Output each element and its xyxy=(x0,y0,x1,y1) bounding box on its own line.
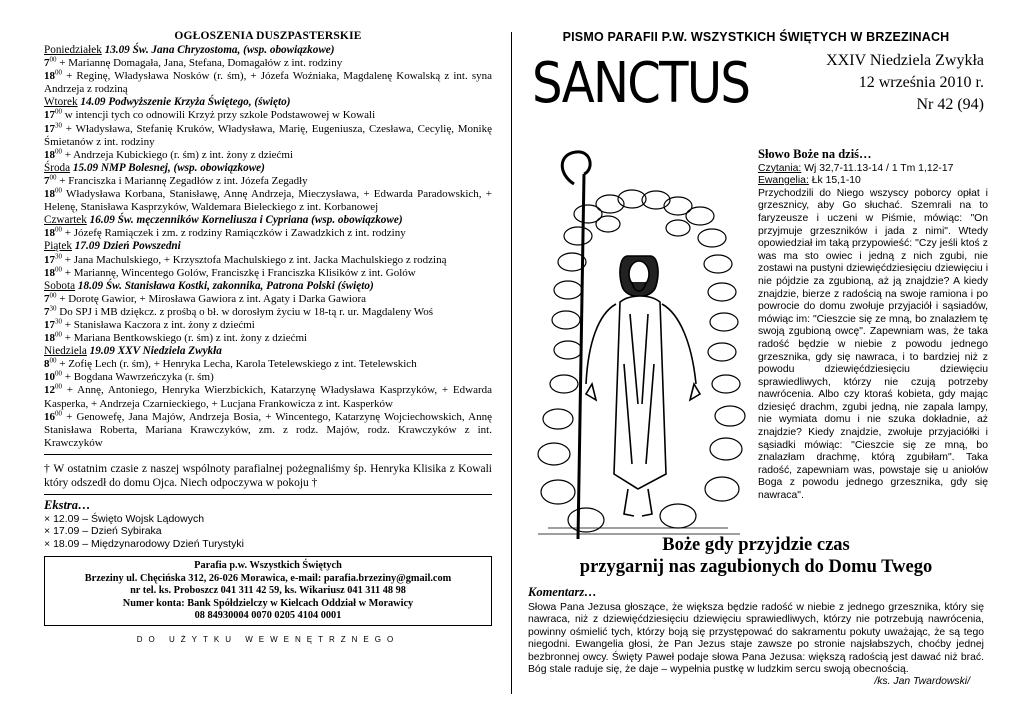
gospel-ref-line xyxy=(758,175,988,188)
mass-intention: w intencji tych co odnowili Krzyż przy szkole Podstawowej w Kowali xyxy=(64,109,376,122)
mass-entry xyxy=(44,175,492,188)
day-feast: 15.09 NMP Bolesnej, (wsp. obowiązkowe) xyxy=(72,161,265,174)
contact-line: Parafia p.w. Wszystkich Świętych xyxy=(194,560,342,572)
mass-intention: + Reginę, Władysława Nosków (r. śm), + Józefa Woźniaka, Magdalenę Kowalską z int. syna Andrzeja z rodziną xyxy=(44,70,492,96)
issue-date: 12 września 2010 r. xyxy=(858,74,984,91)
mass-minute: 00 xyxy=(49,173,57,182)
mass-entry xyxy=(44,188,492,214)
mass-intention: + Stanisława Kaczora z int. żony z dziećmi xyxy=(64,318,255,331)
mass-hour: 10 xyxy=(44,371,55,384)
parish-contact-box xyxy=(44,556,492,626)
good-shepherd-illustration xyxy=(528,144,750,546)
mass-intention: + Władysława, Stefanię Kruków, Władysława, Marię, Eugeniusza, Czesława, Cecylię, Monikę Śmietanów z int. rodziny xyxy=(44,122,492,148)
commentary-author: /ks. Jan Twardowski/ xyxy=(874,676,970,688)
divider-line xyxy=(44,454,492,455)
mass-intention: + Bogdana Wawrzeńczyka (r. śm) xyxy=(64,371,214,384)
readings-refs: Wj 32,7-11.13-14 / 1 Tm 1,12-17 xyxy=(804,162,954,174)
mass-hour: 7 xyxy=(44,174,50,187)
day-feast: 17.09 Dzień Powszedni xyxy=(74,240,181,253)
ekstra-item: × 18.09 – Międzynarodowy Dzień Turystyki xyxy=(44,537,244,550)
issue-sunday: XXIV Niedziela Zwykła xyxy=(826,52,984,69)
announcements-column xyxy=(44,30,492,644)
mass-hour: 18 xyxy=(44,188,55,201)
mass-intention: Do SPJ i MB dziękcz. z prośbą o bł. w dorosłym życiu w 18-tą r. ur. Magdaleny Woś xyxy=(59,305,434,318)
prayer-headline xyxy=(528,534,984,578)
mass-intention: + Mariana Bentkowskiego (r. śm) z int. żony z dziećmi xyxy=(64,332,308,345)
day-feast: 16.09 Św. męczenników Korneliusza i Cypriana (wsp. obowiązkowe) xyxy=(89,214,403,227)
mass-hour: 7 xyxy=(44,57,50,70)
mass-hour: 18 xyxy=(44,148,55,161)
internal-use-note: DO UŻYTKU WEWENĘTRZNEGO xyxy=(136,635,400,645)
headline-line: przygarnij nas zagubionych do Domu Twego xyxy=(579,557,933,577)
ekstra-date: 12.09 xyxy=(53,512,80,525)
mass-entry xyxy=(44,408,493,450)
contact-line: Numer konta: Bank Spółdzielczy w Kielcach Oddział w Morawicy xyxy=(122,597,414,609)
mass-minute: 00 xyxy=(55,186,62,195)
day-heading xyxy=(44,96,492,109)
commentary-body: Słowa Pana Jezusa głoszące, że większa będzie radość w niebie z jednego grzesznika, który się nawraca, niż z dziewięćdziesięciu dziewięciu sprawiedliwych, którzy nie potrzebują nawrócenia, powinny ośmielić tych, którzy boją się przystępować do sakramentu pokuty uważając, że są tego niegodni. Ewangelia głosi, że Pan Jezus staje zawsze po stronie najsłabszych, choćby jednej bezbronnej owcy. Święty Paweł podaje słowa Pana Jezusa: większą radością jest dawać niż brać. Bóg stale raduje się, że daje – wypełnia pustkę w ludzkim sercu swoją obecnością. xyxy=(528,602,984,676)
mass-hour: 7 xyxy=(44,305,50,318)
mass-entry xyxy=(44,227,492,240)
mass-minute: 00 xyxy=(49,356,57,365)
ekstra-text: Międzynarodowy Dzień Turystyki xyxy=(91,537,244,550)
contact-line: nr tel. ks. Proboszcz 041 311 42 59, ks. Wikariusz 041 311 48 98 xyxy=(130,585,406,597)
bulletin-column xyxy=(528,30,988,688)
sanctus-logo: SANCTUS xyxy=(532,51,750,116)
bullet-x-icon: × xyxy=(44,525,51,538)
mass-intention: + Jana Machulskiego, + Krzysztofa Machulskiego z int. Jacka Machulskiego z rodziną xyxy=(64,253,447,266)
day-feast: 14.09 Podwyższenie Krzyża Świętego, (święto) xyxy=(80,96,291,109)
mass-hour: 12 xyxy=(44,384,55,397)
mass-minute: 30 xyxy=(49,304,57,313)
day-heading xyxy=(44,214,492,227)
mass-entry xyxy=(44,120,492,149)
mass-hour: 7 xyxy=(44,292,50,305)
mass-minute: 00 xyxy=(55,408,62,417)
day-feast: 18.09 Św. Stanisława Kostki, zakonnika, Patrona Polski (święto) xyxy=(77,279,374,292)
mass-intention: + Mariannę, Wincentego Golów, Franciszkę i Franciszka Klisików z int. Golów xyxy=(64,266,416,279)
bulletin-title: PISMO PARAFII P.W. WSZYSTKICH ŚWIĘTYCH W BRZEZINACH xyxy=(562,30,950,44)
obituary-notice: † W ostatnim czasie z naszej wspólnoty parafialnej pożegnaliśmy śp. Henryka Klisika z Kowali który odszedł do domu Ojca. Niech odpoczywa w pokoju † xyxy=(44,462,492,489)
mass-intention: + Genowefę, Jana Majów, Andrzeja Bosia, + Wincentego, Katarzynę Wojciechowskich, Annę Stanisława Roberta, Mariana Krawczyków, zm. z rodz. Majów, rodz. Krawczyków z int. Krawczyków xyxy=(44,410,493,449)
day-heading xyxy=(44,44,492,57)
mass-intention: + Andrzeja Kubickiego (r. śm) z int. żony z dziećmi xyxy=(64,148,294,161)
gospel-ref: Łk 15,1-10 xyxy=(811,175,861,187)
gospel-section xyxy=(758,148,988,503)
divider-line xyxy=(44,494,492,495)
commentary-text xyxy=(528,602,984,689)
mass-minute: 00 xyxy=(55,382,62,391)
mass-hour: 18 xyxy=(44,266,55,279)
day-name: Wtorek xyxy=(44,96,78,109)
day-heading xyxy=(44,280,492,293)
mass-hour: 17 xyxy=(44,109,55,122)
mass-minute: 00 xyxy=(55,68,62,77)
mass-entry xyxy=(44,149,492,162)
announcements-title: OGŁOSZENIA DUSZPASTERSKIE xyxy=(174,30,362,42)
day-feast: 19.09 XXV Niedziela Zwykła xyxy=(89,345,222,358)
mass-entry xyxy=(44,293,492,306)
day-name: Czwartek xyxy=(44,214,87,227)
readings-label: Czytania: xyxy=(758,162,802,174)
contact-line: 08 84930004 0070 0205 4104 0001 xyxy=(194,610,342,622)
ekstra-text: Święto Wojsk Lądowych xyxy=(91,512,205,525)
masthead xyxy=(528,44,984,128)
ekstra-list xyxy=(44,513,492,551)
issue-number: Nr 42 (94) xyxy=(916,96,984,113)
mass-minute: 00 xyxy=(49,291,57,300)
day-heading xyxy=(44,240,492,253)
mass-minute: 30 xyxy=(55,317,62,326)
mass-intention: Władysława Korbana, Stanisławę, Annę Andrzeja, Mieczysława, + Edwarda Paradowskich, + Helenę, Stanisława Kasprzyków, Waldemara Bieleckiego z int. Korbanowej xyxy=(44,188,492,214)
readings-line xyxy=(758,163,988,176)
mass-entry xyxy=(44,358,492,371)
mass-entry xyxy=(44,109,492,122)
day-name: Sobota xyxy=(44,279,76,292)
headline-line: Boże gdy przyjdzie czas xyxy=(662,535,850,555)
mass-hour: 17 xyxy=(44,318,55,331)
mass-minute: 00 xyxy=(55,369,62,378)
day-name: Środa xyxy=(44,161,71,174)
day-feast: 13.09 Św. Jana Chryzostoma, (wsp. obowiązkowe) xyxy=(104,44,335,56)
mass-entry xyxy=(44,251,492,267)
mass-entry xyxy=(44,70,492,96)
mass-entry xyxy=(44,332,492,345)
day-heading xyxy=(44,162,492,175)
mass-intention: + Józefę Ramiączek i zm. z rodziny Ramiączków i Zawadzkich z int. rodziny xyxy=(64,227,406,240)
column-divider xyxy=(511,32,512,694)
mass-minute: 00 xyxy=(55,147,62,156)
ekstra-date: 17.09 xyxy=(53,525,80,538)
mass-hour: 16 xyxy=(44,410,55,423)
ekstra-item: × 12.09 – Święto Wojsk Lądowych xyxy=(44,512,205,525)
mass-minute: 30 xyxy=(55,120,62,129)
commentary-heading: Komentarz… xyxy=(528,585,597,599)
contact-line: Brzeziny ul. Chęcińska 312, 26-026 Morawica, e-mail: parafia.brzeziny@gmail.com xyxy=(84,572,452,584)
mass-intention: + Zofię Lech (r. śm), + Henryka Lecha, Karola Tetelewskiego z int. Tetelewskich xyxy=(59,358,417,371)
jesus-figure-icon xyxy=(586,256,700,516)
mass-schedule xyxy=(44,44,492,450)
day-name: Niedziela xyxy=(44,345,87,358)
mass-entry xyxy=(44,319,492,332)
mass-hour: 18 xyxy=(44,332,55,345)
staff-icon xyxy=(578,174,584,539)
ekstra-heading: Ekstra… xyxy=(44,497,91,512)
mass-minute: 00 xyxy=(55,107,62,116)
mass-hour: 18 xyxy=(44,227,55,240)
mass-minute: 00 xyxy=(55,225,62,234)
staff-crook-icon xyxy=(562,152,590,184)
ekstra-date: 18.09 xyxy=(53,537,80,550)
mass-entry xyxy=(44,371,492,384)
ekstra-text: Dzień Sybiraka xyxy=(91,525,162,538)
gospel-label: Ewangelia: xyxy=(758,175,809,187)
mass-entry xyxy=(44,57,492,70)
mass-minute: 30 xyxy=(55,251,62,260)
mass-entry xyxy=(44,306,492,319)
mass-entry xyxy=(44,264,492,280)
mass-minute: 00 xyxy=(55,264,62,273)
mass-intention: + Franciszka i Mariannę Zegadłów z int. Józefa Zegadły xyxy=(59,174,308,187)
mass-hour: 8 xyxy=(44,358,50,371)
mass-hour: 17 xyxy=(44,253,55,266)
bullet-x-icon: × xyxy=(44,512,51,525)
mass-intention: + Annę, Antoniego, Henryka Wierzbickich, Katarzynę Władysława Kasprzyków, + Edwarda Kasperka, + Andrzeja Czarnieckiego, + Lucjana Frankowicza z int. Kasperków xyxy=(44,384,492,410)
bullet-x-icon: × xyxy=(44,537,51,550)
day-heading xyxy=(44,345,492,358)
issue-info xyxy=(826,50,984,116)
mass-intention: + Dorotę Gawior, + Mirosława Gawiora z int. Agaty i Darka Gawiora xyxy=(59,292,366,305)
mass-minute: 00 xyxy=(55,330,62,339)
ekstra-item: × 17.09 – Dzień Sybiraka xyxy=(44,525,162,538)
mass-hour: 17 xyxy=(44,122,55,135)
mass-minute: 00 xyxy=(49,55,57,64)
gospel-heading: Słowo Boże na dziś… xyxy=(758,147,872,161)
day-name: Poniedziałek xyxy=(44,44,102,56)
mass-intention: + Mariannę Domagała, Jana, Stefana, Domagałów z int. rodziny xyxy=(59,57,343,70)
mass-hour: 18 xyxy=(44,70,55,83)
gospel-text: Przychodzili do Niego wszyscy poborcy opłat i grzesznicy, aby Go słuchać. Szemrali na to faryzeusze i uczeni w Piśmie, mówiąc: "On przyjmuje grzeszników i jada z nimi". Wtedy opowiedział im taką przypowieść: "Czy jeśli ktoś z was ma sto owiec i jedną z nich zgubi, nie zostawi na pustyni dziewięćdziesięciu dziewięciu i nie pójdzie za zgubioną, aż ją znajdzie? A kiedy znajdzie, bierze z radością na swoje ramiona i po powrocie do domu zwołuje przyjaciół i sąsiadów, mówiąc im: "Cieszcie się ze mną, bo znalazłem tę swoją zgubioną owcę". Zapewniam was, że taka radość będzie w niebie z powodu jednego grzesznika, gdy się nawraca, i to bardziej niż z powodu dziewięćdziesięciu dziewięciu sprawiedliwych, którzy nie czują potrzeby nawrócenia. Albo czy ktoraś kobieta, gdy mając dziesięć drachm, zgubi jedną, nie zapala lampy, nie wymiata domu i nie szuka dokładnie, aż znajdzie? Kiedy znajdzie, zwołuje przyjaciółki i sąsiadki mówiąc: "Cieszcie się ze mną, bo znalazłam drachmę, którą zgubiłam". Taka radość, zapewniam was, powstaje się u aniołów Boga z powodu jednego grzesznika, gdy się nawraca". xyxy=(758,187,988,502)
mass-entry xyxy=(44,384,492,410)
day-name: Piątek xyxy=(44,240,72,253)
